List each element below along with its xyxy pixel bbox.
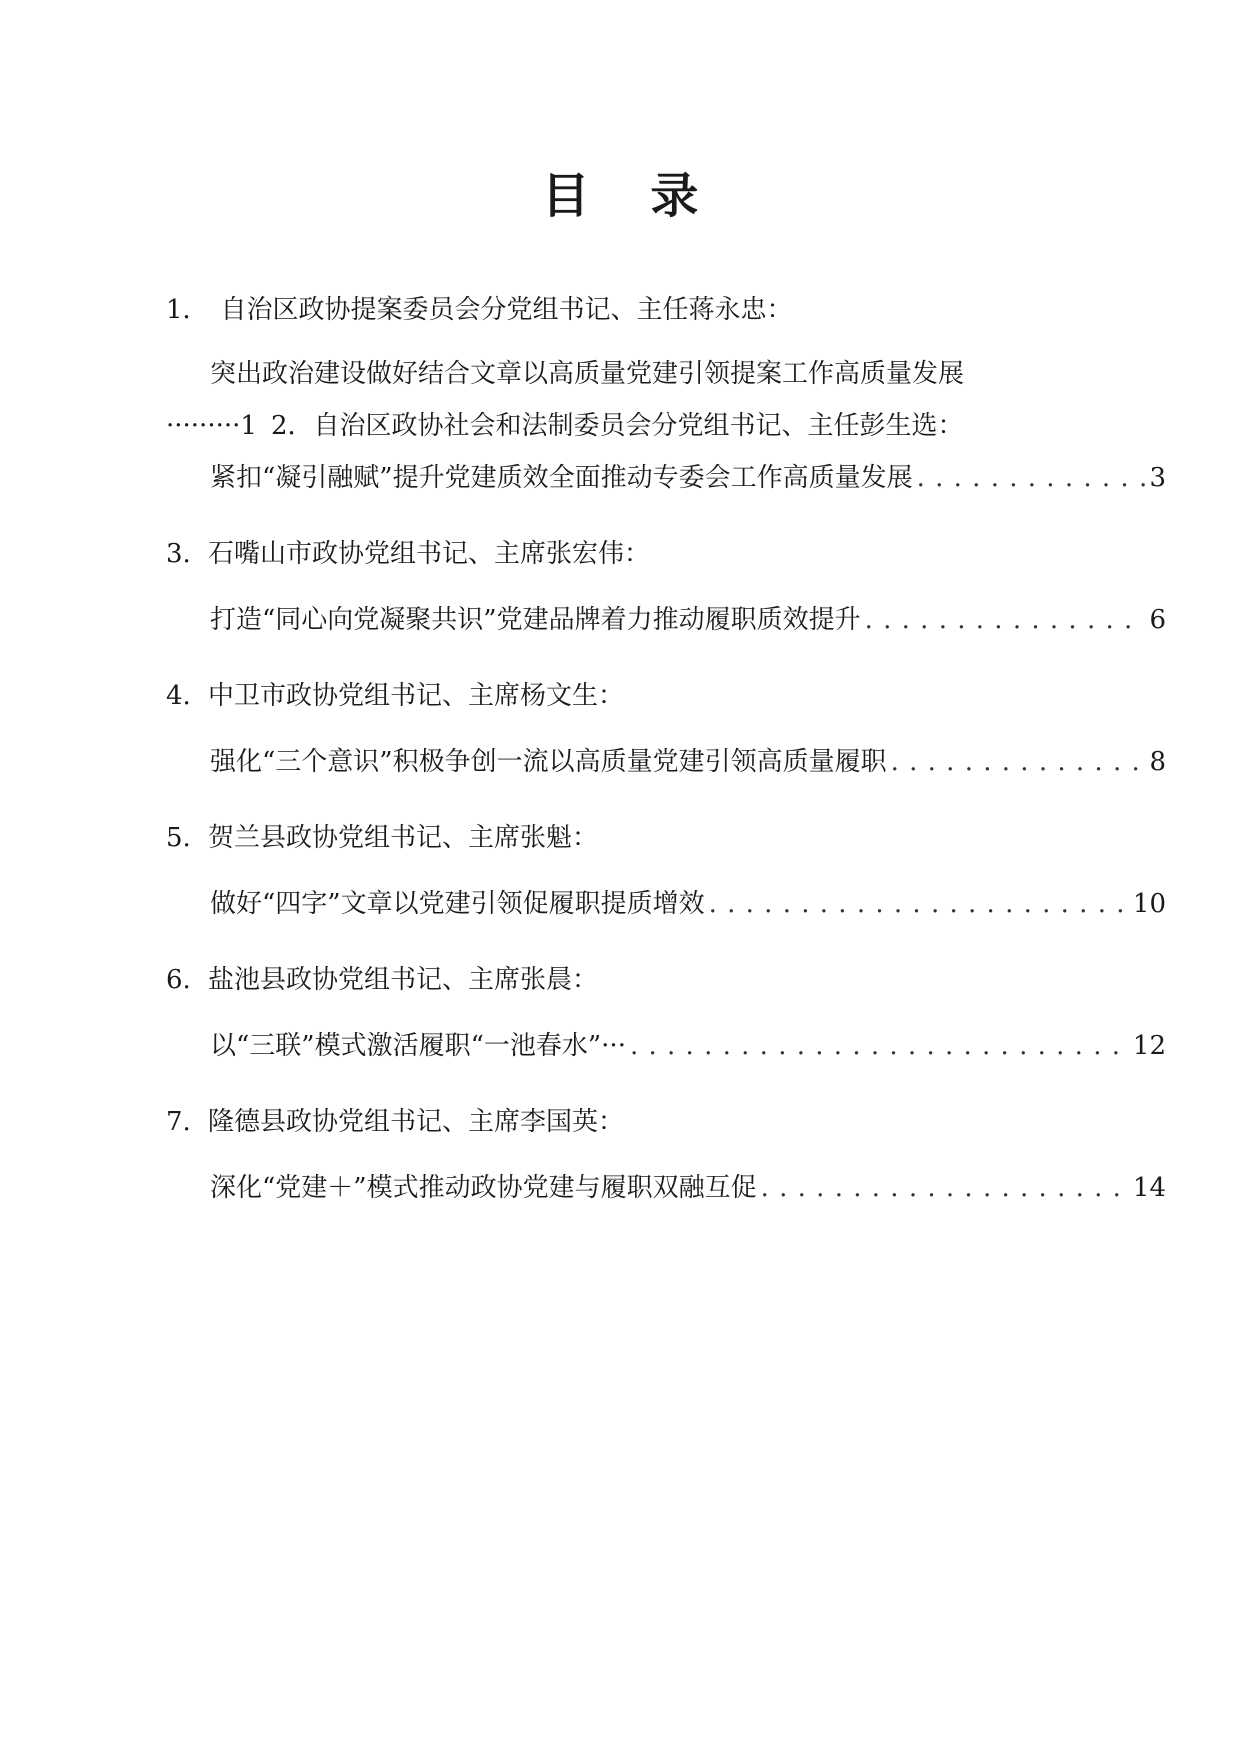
- toc-author: 隆德县政协党组书记、主席李国英：: [208, 1107, 625, 1137]
- toc-page-number: 14: [1132, 1173, 1166, 1203]
- toc-author: 中卫市政协党组书记、主席杨文生：: [208, 681, 625, 711]
- toc-number: 4.: [166, 681, 191, 711]
- toc-page-number: 1: [240, 411, 257, 441]
- toc-dot-leader: [761, 1168, 1129, 1208]
- toc-number: 7.: [166, 1107, 191, 1137]
- toc-dot-leader: [891, 742, 1146, 782]
- toc-number: 1．: [166, 295, 209, 325]
- toc-entry-title: 深化“党建＋”模式推动政协党建与履职双融互促: [210, 1173, 757, 1203]
- toc-page-number: 12: [1132, 1031, 1166, 1061]
- toc-page-number: 6: [1149, 605, 1166, 635]
- toc-entry-title: 突出政治建设做好结合文章以高质量党建引领提案工作高质量发展: [210, 359, 965, 389]
- toc-entry[interactable]: [210, 742, 1166, 782]
- toc-author-line: [166, 818, 598, 858]
- toc-entry[interactable]: [210, 600, 1166, 640]
- toc-number: 3.: [166, 539, 191, 569]
- toc-author-line: [166, 1102, 624, 1142]
- toc-entry[interactable]: [210, 1026, 1166, 1066]
- toc-page-number: 8: [1149, 747, 1166, 777]
- toc-entry[interactable]: [210, 458, 1166, 498]
- toc-number: 6.: [166, 965, 191, 995]
- toc-entry-title: 打造“同心向党凝聚共识”党建品牌着力推动履职质效提升: [210, 605, 861, 635]
- toc-author: 自治区政协提案委员会分党组书记、主任蒋永忠：: [220, 295, 793, 325]
- toc-dot-leader: [865, 600, 1146, 640]
- toc-author-line: [166, 406, 964, 446]
- toc-entry-title: 以“三联”模式激活履职“一池春水”···: [210, 1031, 626, 1061]
- toc-entry-title: 强化“三个意识”积极争创一流以高质量党建引领高质量履职: [210, 747, 887, 777]
- toc-number: 5.: [166, 823, 191, 853]
- toc-author: 贺兰县政协党组书记、主席张魁：: [208, 823, 599, 853]
- toc-number: 2．: [270, 411, 314, 441]
- toc-entry-title: 紧扣“凝引融赋”提升党建质效全面推动专委会工作高质量发展: [210, 463, 913, 493]
- toc-author-line: [166, 534, 650, 574]
- toc-author: 自治区政协社会和法制委员会分党组书记、主任彭生选：: [313, 411, 964, 441]
- toc-dot-leader: [709, 884, 1129, 924]
- toc-dot-leader: ·········: [166, 411, 241, 441]
- toc-entry-title: 做好“四字”文章以党建引领促履职提质增效: [210, 889, 705, 919]
- toc-entry[interactable]: [210, 1168, 1166, 1208]
- page-title: 目 录: [541, 168, 721, 224]
- toc-page-number: 3: [1149, 463, 1166, 493]
- toc-author-line: [166, 290, 793, 330]
- toc-page-number: 10: [1132, 889, 1166, 919]
- toc-author-line: [166, 676, 624, 716]
- toc-author-line: [166, 960, 598, 1000]
- toc-author: 盐池县政协党组书记、主席张晨：: [208, 965, 599, 995]
- toc-entry[interactable]: [210, 884, 1166, 924]
- toc-dot-leader: [630, 1026, 1129, 1066]
- toc-dot-leader: [917, 458, 1146, 498]
- toc-author: 石嘴山市政协党组书记、主席张宏伟：: [208, 539, 651, 569]
